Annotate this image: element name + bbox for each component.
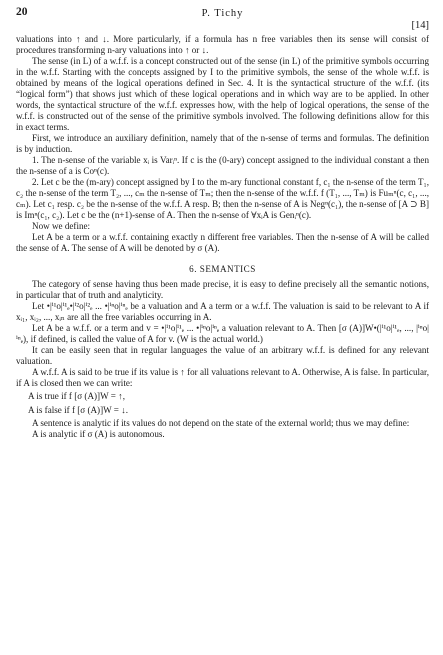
paragraph: A is analytic if σ (A) is autonomous.	[32, 429, 165, 439]
paragraph: Let A be a w.f.f. or a term and v = •|ⁱ¹o|ⁱ¹ₑ ... •|ⁱⁿo|ⁱⁿₑ a valuation relevant to A. Then [σ (A)]W•(|ⁱ¹o|ⁱ¹ₑ, ..., |ⁱⁿo|ⁱⁿₑ), if defined, is called the value of A for v. (W is the actual world.)	[16, 323, 429, 344]
formula-false: A is false if f [σ (A)]W = ↓.	[28, 405, 129, 415]
paragraph: 2. Let c be the (m-ary) concept assigned by I to the m-ary functional constant f, c₁ the n-sense of the term T₁, c₂ the n-sense of the term T₂, ..., cₘ the n-sense of Tₘ; then the n-sense of the w.f.f. f (T₁, ..., Tₘ) is Fuₘⁿ(c, c₁, ..., cₘ). Let c₁ resp. c₂ be the n-sense of the w.f.f. A resp. B; then the n-sense of A is Negⁿ(c₁), the n-sense of [A ⊃ B] is Imⁿ(c₁, c₂). Let c be the (n+1)-sense of A. Then the n-sense of ∀xᵢA is Genᵢⁿ(c).	[16, 177, 429, 220]
paragraph: Let •|ⁱ¹o|ⁱ¹ₑ•|ⁱ²o|ⁱ²ₑ ... •|ⁱⁿo|ⁱⁿₑ be a valuation and A a term or a w.f.f. The valuation is said to be relevant to A if xᵢ₁, xᵢ₂, ..., xᵢₙ are all the free variables occurring in A.	[16, 301, 429, 322]
formula-true: A is true if f [σ (A)]W = ↑,	[28, 391, 125, 401]
page-header	[16, 4, 429, 34]
body-top	[16, 34, 429, 254]
paragraph: A sentence is analytic if its values do not depend on the state of the external world; thus we may define:	[32, 418, 410, 428]
paragraph: The category of sense having thus been made precise, it is easy to define precisely all the semantic notions, in particular that of truth and analyticity.	[16, 279, 429, 300]
paragraph: Let A be a term or a w.f.f. containing exactly n different free variables. Then the n-sense of A will be called the sense of A. The sense of A will be denoted by σ (A).	[16, 232, 429, 253]
paragraph: Now we define:	[32, 221, 91, 231]
paragraph: The sense (in L) of a w.f.f. is a concept constructed out of the sense (in L) of the primitive symbols occurring in the w.f.f. Starting with the concepts assigned by I to the primitive symbols, the sense of the whole w.f.f. is obtained by means of the logical operations defined in Sec. 4. It is the syntactical structure of the w.f.f. (its “logical form”) that shows just which of these logical operations and in which way are to be applied. In other words, the syntactical structure of the w.f.f. expresses how, with the help of logical operations, the sense of the w.f.f. is constructed out of the sense of the primitive symbols involved. The following definitions allow for this in exact terms.	[16, 56, 429, 132]
paragraph: First, we introduce an auxiliary definition, namely that of the n-sense of terms and formulas. The definition is by induction.	[16, 133, 429, 154]
paragraph: 1. The n-sense of the variable xᵢ is Varᵢⁿ. If c is the (0-ary) concept assigned to the individual constant a then the n-sense of a is Coⁿ(c).	[16, 155, 429, 176]
reference-number: [14]	[411, 20, 429, 31]
paragraph: It can be easily seen that in regular languages the value of an arbitrary w.f.f. is defined for any relevant valuation.	[16, 345, 429, 366]
running-head: P. Tichy	[201, 8, 244, 19]
paragraph: A w.f.f. A is said to be true if its value is ↑ for all valuations relevant to A. Otherwise, A is false. In particular, if A is closed then we can write:	[16, 367, 429, 388]
body-bottom	[16, 279, 429, 440]
section-title: 6. SEMANTICS	[189, 264, 256, 274]
page-number: 20	[16, 6, 28, 18]
paragraph: valuations into ↑ and ↓. More particularly, if a formula has n free variables then its sense will consist of procedures transforming n-ary valuations into ↑ or ↓.	[16, 34, 429, 55]
